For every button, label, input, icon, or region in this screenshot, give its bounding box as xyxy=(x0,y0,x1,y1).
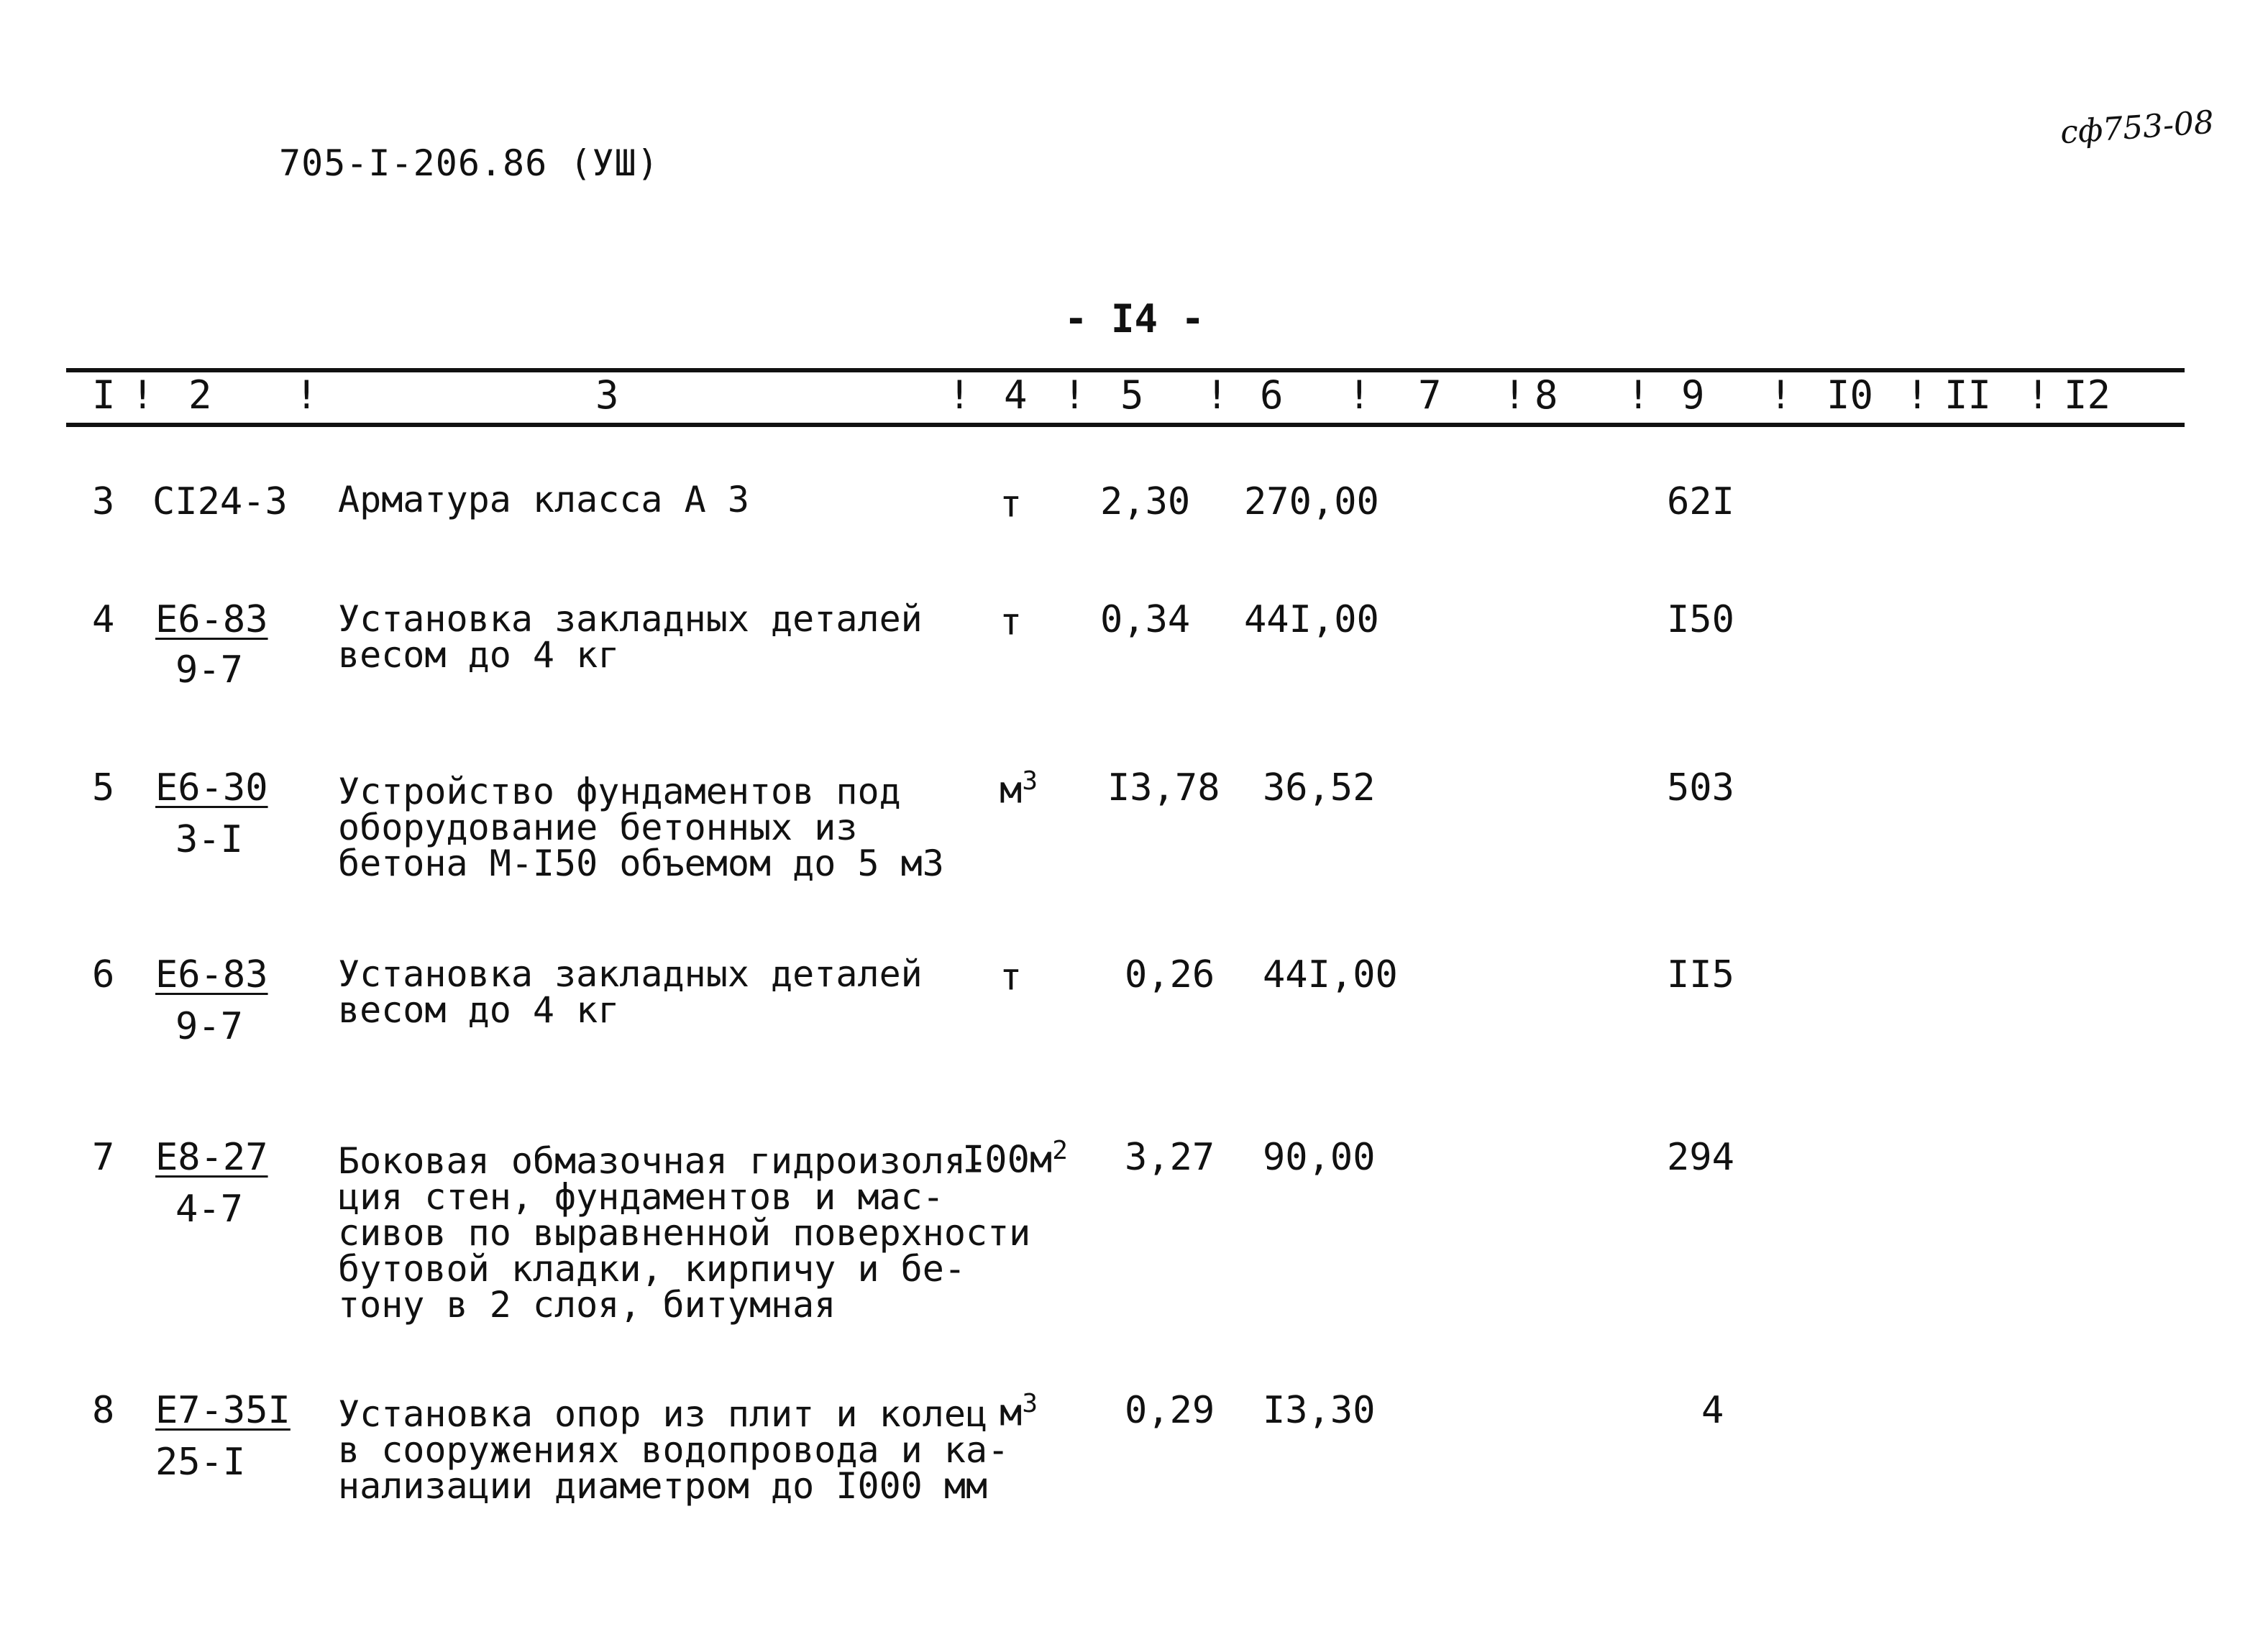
row-unit-price: 270,00 xyxy=(1244,480,1379,523)
header-separator: ! xyxy=(1063,372,1087,418)
row-quantity: 3,27 xyxy=(1125,1136,1215,1179)
page-number: - I4 - xyxy=(1064,296,1205,341)
row-unit: т xyxy=(1000,955,1023,999)
row-total: 503 xyxy=(1667,766,1734,809)
row-description: Арматура класса А 3 xyxy=(338,479,749,520)
header-separator: ! xyxy=(295,372,319,418)
header-separator: ! xyxy=(948,372,971,418)
header-col-7: 7 xyxy=(1418,372,1442,418)
document-code: 705-I-206.86 (УШ) xyxy=(279,142,659,184)
header-col-2: 2 xyxy=(188,372,212,418)
row-code-top: E6-83 xyxy=(155,598,268,641)
row-unit: $I00м^2$ xyxy=(962,1136,1068,1182)
row-total: 294 xyxy=(1667,1136,1734,1179)
row-unit: т xyxy=(1000,482,1023,526)
row-number: 3 xyxy=(92,480,115,523)
header-col-1: I xyxy=(92,372,116,418)
row-unit: т xyxy=(1000,600,1023,644)
row-code-top: E7-35I xyxy=(155,1389,291,1432)
row-number: 7 xyxy=(92,1136,115,1179)
header-bottom-rule xyxy=(66,423,2185,427)
row-total: 62I xyxy=(1667,480,1734,523)
row-description: Установка закладных деталей весом до 4 кг xyxy=(338,953,923,1031)
header-separator: ! xyxy=(2026,372,2050,418)
row-unit-price: 90,00 xyxy=(1263,1136,1376,1179)
header-col-3: 3 xyxy=(595,372,619,418)
row-number: 4 xyxy=(92,598,115,641)
header-col-12: I2 xyxy=(2064,372,2111,418)
row-code-top: E6-83 xyxy=(155,953,268,996)
row-description: Установка закладных деталей весом до 4 кг xyxy=(338,598,923,676)
row-unit-price: 44I,00 xyxy=(1244,598,1379,641)
header-col-6: 6 xyxy=(1260,372,1284,418)
handwritten-stamp: сф753-08 xyxy=(2059,104,2216,152)
row-quantity: 2,30 xyxy=(1100,480,1191,523)
row-code-bottom: 9-7 xyxy=(175,1005,243,1048)
row-quantity: 0,29 xyxy=(1125,1389,1215,1432)
row-code-top: E6-30 xyxy=(155,766,268,809)
row-description: Устройство фундаментов под оборудование бетонных из бетона М-I50 объемом до 5 м3 xyxy=(338,771,944,884)
row-quantity: 0,34 xyxy=(1100,598,1191,641)
row-code-bottom: 3-I xyxy=(175,818,243,861)
header-separator: ! xyxy=(1503,372,1527,418)
header-col-9: 9 xyxy=(1681,372,1705,418)
row-unit-price: 36,52 xyxy=(1263,766,1376,809)
header-col-8: 8 xyxy=(1535,372,1558,418)
row-unit: $м^3$ xyxy=(1000,766,1038,812)
row-number: 6 xyxy=(92,953,115,996)
header-col-4: 4 xyxy=(1004,372,1028,418)
header-separator: ! xyxy=(1348,372,1371,418)
row-unit: $м^3$ xyxy=(1000,1389,1038,1435)
header-separator: ! xyxy=(131,372,155,418)
header-separator: ! xyxy=(1906,372,1929,418)
row-code-top: E8-27 xyxy=(155,1136,268,1179)
row-unit-price: 44I,00 xyxy=(1263,953,1398,996)
row-quantity: I3,78 xyxy=(1107,766,1220,809)
header-col-11: II xyxy=(1944,372,1992,418)
header-separator: ! xyxy=(1627,372,1650,418)
header-separator: ! xyxy=(1769,372,1793,418)
row-code-bottom: 9-7 xyxy=(175,648,243,692)
row-description: Установка опор из плит и колец в сооружениях водопровода и ка- нализации диаметром до I000 мм xyxy=(338,1393,1010,1507)
row-number: 5 xyxy=(92,766,115,809)
header-separator: ! xyxy=(1205,372,1229,418)
header-col-10: I0 xyxy=(1826,372,1874,418)
row-quantity: 0,26 xyxy=(1125,953,1215,996)
row-description: Боковая обмазочная гидроизоля- ция стен, фундаментов и мас- сивов по выравненной поверхности бутовой кладки, кирпичу и бе- тону в 2 слоя, битумная xyxy=(338,1140,1031,1326)
row-total: 4 xyxy=(1701,1389,1724,1432)
row-total: I50 xyxy=(1667,598,1734,641)
row-code: CI24-3 xyxy=(152,480,288,523)
row-number: 8 xyxy=(92,1389,115,1432)
row-code-bottom: 25-I xyxy=(155,1441,246,1484)
row-code-bottom: 4-7 xyxy=(175,1188,243,1231)
header-col-5: 5 xyxy=(1120,372,1144,418)
row-total: II5 xyxy=(1667,953,1734,996)
row-unit-price: I3,30 xyxy=(1263,1389,1376,1432)
